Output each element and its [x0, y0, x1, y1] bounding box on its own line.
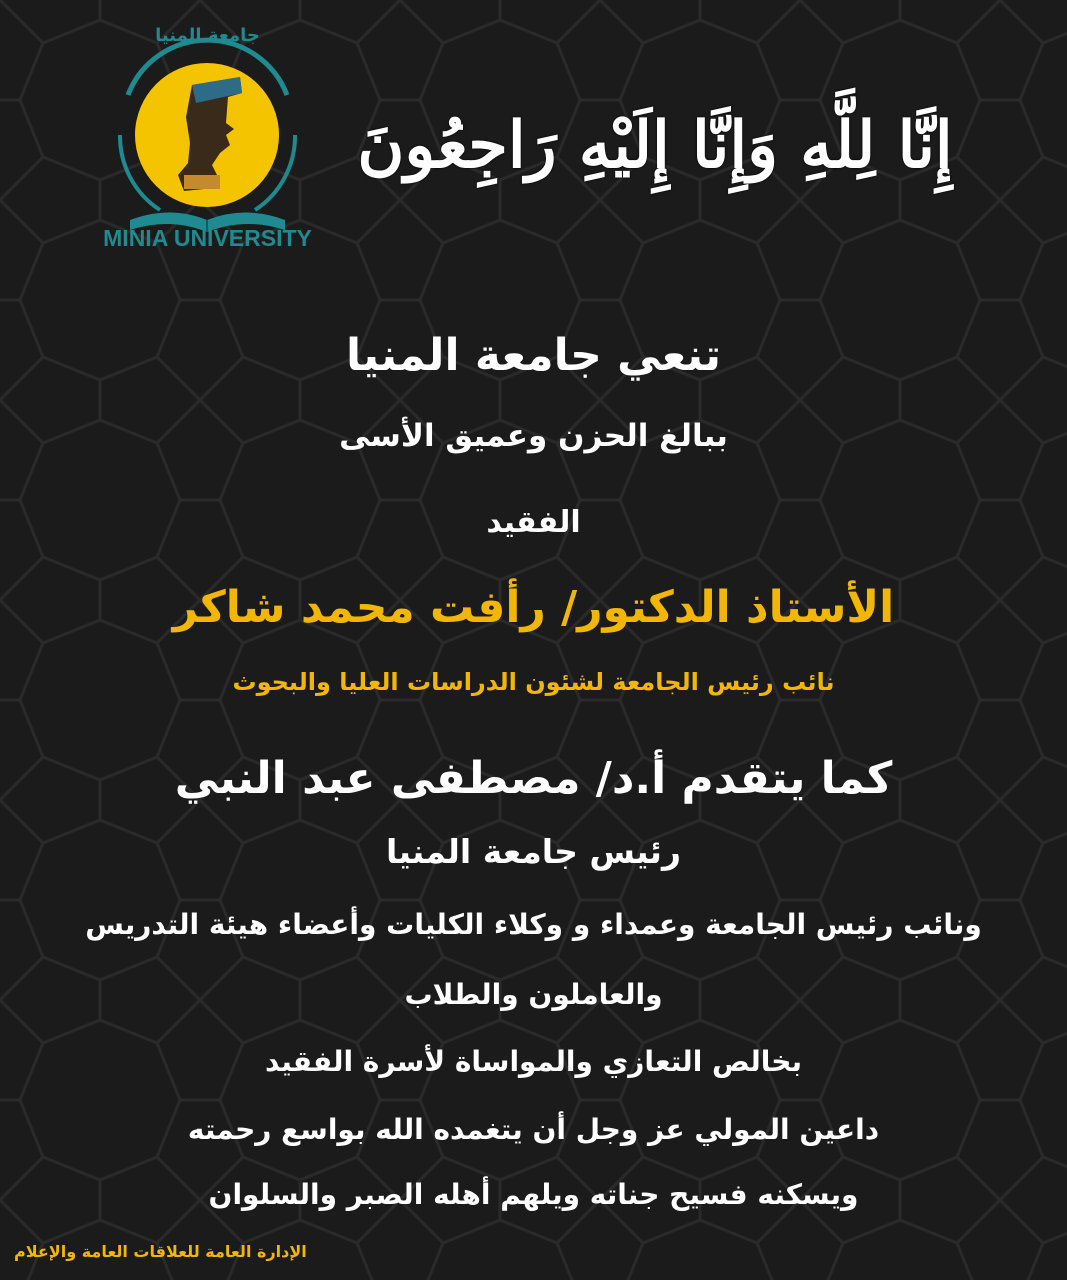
condolence-line: بخالص التعازي والمواساة لأسرة الفقيد — [265, 1045, 802, 1078]
logo-arabic-name: جامعة المنيا — [155, 25, 260, 46]
announcement-title: تنعي جامعة المنيا — [345, 330, 721, 381]
deceased-role: نائب رئيس الجامعة لشئون الدراسات العليا والبحوث — [232, 668, 835, 696]
prayer-line-1: داعين المولي عز وجل أن يتغمده الله بواسع رحمته — [187, 1113, 880, 1146]
logo-english-name: MINIA UNIVERSITY — [103, 225, 312, 251]
footer-department: الإدارة العامة للعلاقات العامة والإعلام — [14, 1242, 307, 1261]
staff-line-1: ونائب رئيس الجامعة وعمداء و وكلاء الكليات وأعضاء هيئة التدريس — [85, 908, 982, 941]
staff-line-2: والعاملون والطلاب — [404, 978, 663, 1011]
announcement-subtitle: ببالغ الحزن وعميق الأسى — [339, 418, 728, 454]
deceased-name: الأستاذ الدكتور/ رأفت محمد شاكر — [172, 582, 895, 633]
quranic-calligraphy: إِنَّا لِلَّهِ وَإِنَّا إِلَيْهِ رَاجِعُونَ — [357, 107, 953, 183]
prayer-line-2: ويسكنه فسيح جناته ويلهم أهله الصبر والسلوان — [208, 1178, 859, 1211]
president-title: رئيس جامعة المنيا — [386, 832, 681, 871]
minia-university-logo — [100, 25, 315, 260]
president-line: كما يتقدم أ.د/ مصطفى عبد النبي — [174, 753, 893, 804]
deceased-label: الفقيد — [486, 505, 581, 540]
